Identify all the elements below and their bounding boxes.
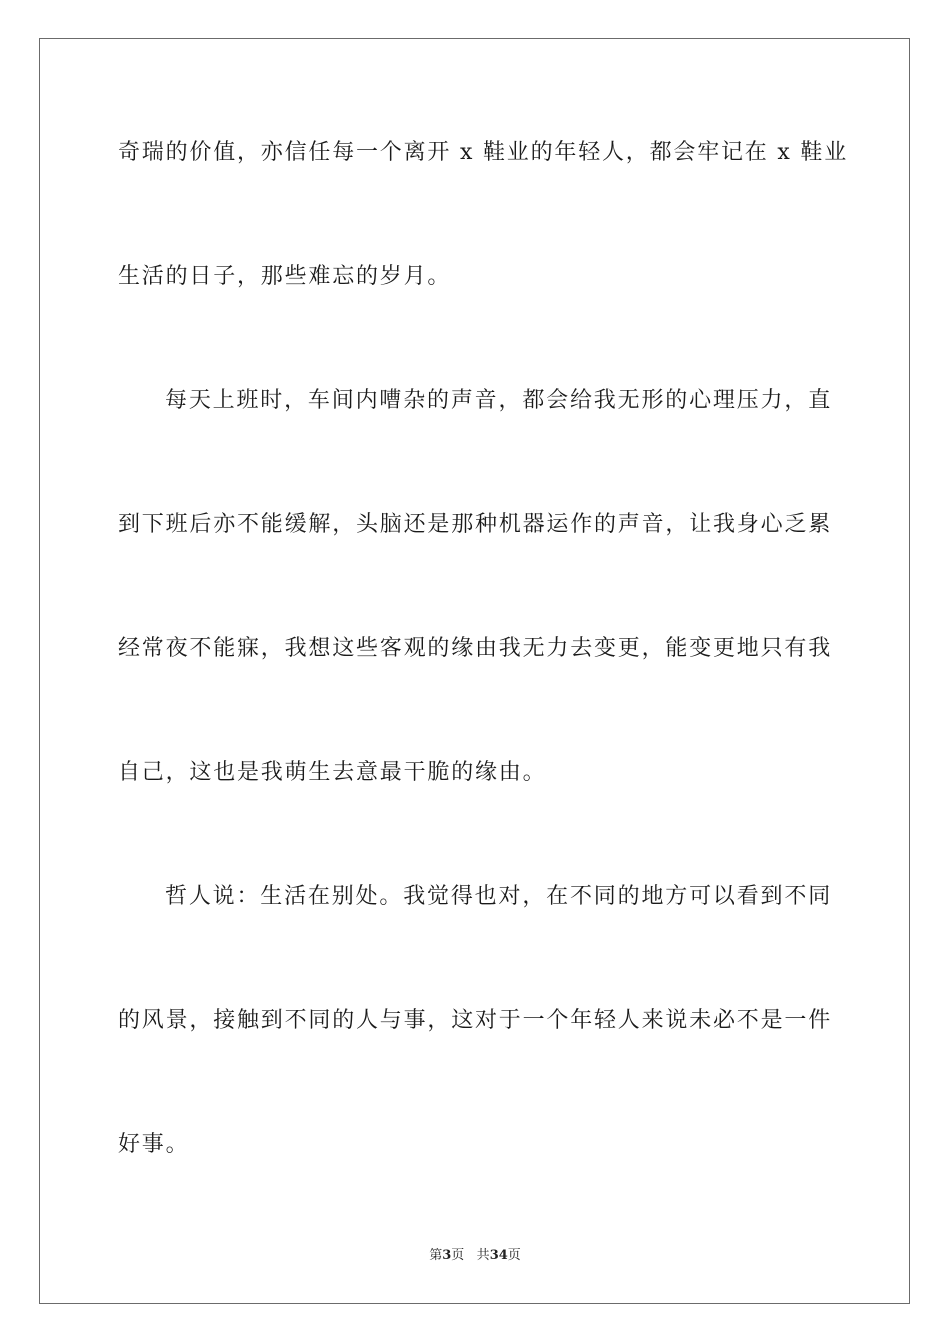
body-line-5: 经常夜不能寐，我想这些客观的缘由我无力去变更，能变更地只有我 bbox=[118, 636, 833, 661]
body-line-7: 哲人说：生活在别处。我觉得也对，在不同的地方可以看到不同 bbox=[165, 884, 832, 909]
footer-total-pages: 34 bbox=[489, 1248, 508, 1263]
footer-total-suffix: 页 bbox=[507, 1248, 521, 1263]
page-footer bbox=[0, 1247, 950, 1265]
footer-total-prefix: 共 bbox=[476, 1248, 490, 1263]
body-line-6: 自己，这也是我萌生去意最干脆的缘由。 bbox=[118, 760, 547, 785]
footer-page-suffix: 页 bbox=[451, 1248, 465, 1263]
body-line-8: 的风景，接触到不同的人与事，这对于一个年轻人来说未必不是一件 bbox=[118, 1008, 833, 1033]
body-line-2: 生活的日子，那些难忘的岁月。 bbox=[118, 264, 452, 289]
footer-page-prefix: 第 bbox=[429, 1248, 443, 1263]
body-line-1: 奇瑞的价值，亦信任每一个离开 x 鞋业的年轻人，都会牢记在 x 鞋业 bbox=[118, 140, 848, 165]
page-border bbox=[39, 38, 910, 1304]
body-line-4: 到下班后亦不能缓解，头脑还是那种机器运作的声音，让我身心乏累 bbox=[118, 512, 833, 537]
footer-page-number: 3 bbox=[442, 1248, 452, 1263]
body-line-3: 每天上班时，车间内嘈杂的声音，都会给我无形的心理压力，直 bbox=[165, 388, 832, 413]
body-line-9: 好事。 bbox=[118, 1132, 190, 1157]
